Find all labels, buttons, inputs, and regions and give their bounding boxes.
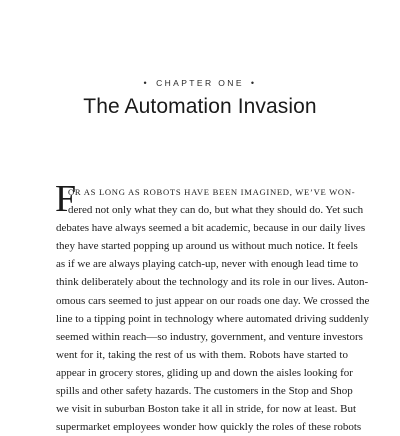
chapter-label-text: CHAPTER ONE: [156, 78, 244, 88]
body-line-first-smallcaps: OR AS LONG AS ROBOTS HAVE BEEN IMAGINED, WE’VE WON-: [68, 187, 356, 197]
body-line: dered not only what they can do, but what they should do. Yet such: [68, 204, 364, 217]
chapter-title: The Automation Invasion: [83, 95, 317, 118]
body-line: as if we are always playing catch-up, never with enough lead time to: [56, 258, 359, 271]
body-line-cut: supermarket employees wonder how quickly the roles of these robots: [56, 421, 362, 434]
body-line: they have started popping up around us without much notice. It feels: [56, 240, 358, 253]
body-line: debates have always seemed a bit academic, because in our daily lives: [56, 222, 366, 235]
body-line-first: [56, 183, 356, 201]
chapter-label-bullet-left: •: [143, 78, 150, 88]
chapter-label-bullet-right: •: [250, 78, 257, 88]
drop-cap: F: [55, 178, 77, 220]
body-line: line to a tipping point in technology where automated driving suddenly: [56, 312, 369, 325]
body-line: went for it, taking the rest of us with them. Robots have started to: [56, 348, 348, 361]
body-line: omous cars seemed to just appear on our roads one day. We crossed the: [56, 294, 370, 307]
body-paragraph: [55, 178, 370, 434]
body-line: spills and other safety hazards. The customers in the Stop and Shop: [56, 385, 353, 398]
body-line: we visit in suburban Boston take it all in stride, for now at least. But: [56, 403, 357, 416]
body-line: appear in grocery stores, gliding up and down the aisles looking for: [56, 366, 353, 379]
body-line: think deliberately about the technology and its role in our lives. Auton-: [56, 276, 369, 289]
body-line: seemed within reach—so industry, government, and venture investors: [56, 330, 363, 343]
chapter-label: [0, 78, 400, 88]
